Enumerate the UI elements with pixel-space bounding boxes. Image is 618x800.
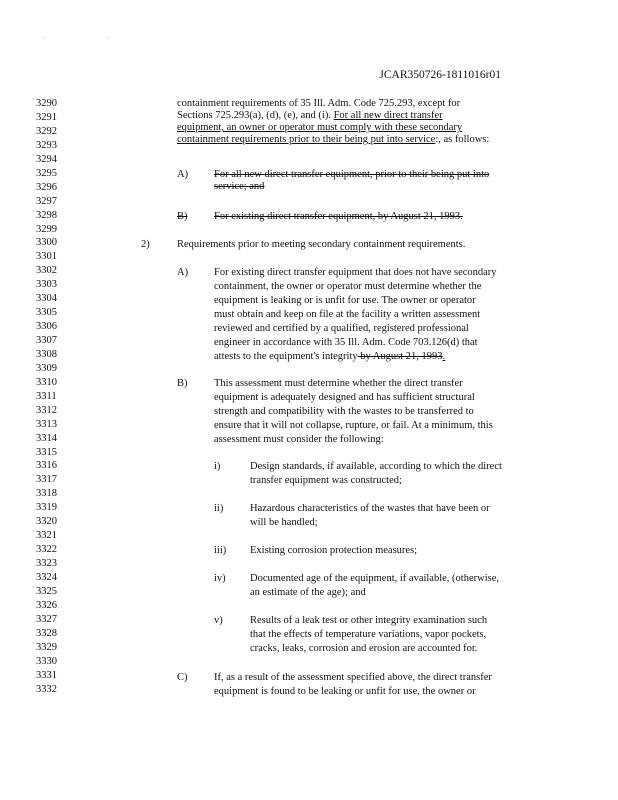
- line-number: 3306: [36, 321, 57, 332]
- line-number: 3299: [36, 223, 57, 235]
- line-number: 3307: [36, 335, 57, 346]
- section-2a-last-text: attests to the equipment's integrity: [214, 351, 358, 362]
- line-number: 3303: [36, 279, 57, 291]
- section-2b-line: ensure that it will not collapse, rupture, or fail. At a minimum, this: [214, 420, 493, 431]
- item-b-line-1: For existing direct transfer equipment, by August 21, 1993.: [214, 211, 463, 222]
- line-number: 3320: [36, 516, 57, 528]
- section-2a-line: equipment is leaking or is unfit for use. The owner or operator: [214, 295, 476, 306]
- section-2a-last-line: [214, 351, 445, 363]
- line-number: 3322: [36, 544, 57, 556]
- subitem-label: ii): [214, 503, 224, 514]
- intro-line-4: [177, 134, 489, 146]
- section-2-heading: Requirements prior to meeting secondary containment requirements.: [177, 239, 466, 250]
- section-2b-label: B): [177, 378, 188, 389]
- intro-line-3: equipment, an owner or operator must comply with these secondary: [177, 122, 463, 133]
- line-number: 3327: [36, 613, 57, 625]
- line-number: 3316: [36, 460, 57, 472]
- line-number: 3317: [36, 474, 57, 486]
- line-number: 3305: [36, 307, 57, 319]
- subitem-text-line: Existing corrosion protection measures;: [250, 545, 418, 556]
- line-number: 3291: [36, 111, 57, 123]
- line-number: 3321: [36, 530, 57, 542]
- section-2a-line: reviewed and certified by a qualified, registered professional: [214, 323, 469, 334]
- line-number: 3314: [36, 432, 57, 444]
- document-id: JCAR350726-1811016r01: [379, 69, 501, 81]
- line-number: 3323: [36, 558, 57, 569]
- subitem-label: iii): [214, 545, 227, 556]
- subitem-label: iv): [214, 573, 226, 584]
- line-number: 3301: [36, 251, 57, 263]
- subitem-label: v): [214, 615, 223, 626]
- section-2-label: 2): [141, 239, 150, 250]
- section-2c-label: C): [177, 672, 188, 683]
- item-a-line-2: service; and: [214, 181, 265, 192]
- line-number: 3294: [36, 153, 57, 165]
- section-2b-line: This assessment must determine whether the direct transfer: [214, 378, 463, 389]
- line-number: 3330: [36, 655, 57, 667]
- section-2b-line: equipment is adequately designed and has sufficient structural: [214, 392, 475, 403]
- line-number: 3324: [36, 572, 57, 583]
- intro-line-2-text: Sections 725.293(a), (d), (e), and (i).: [177, 110, 331, 121]
- intro-line-4-inserted: containment requirements prior to their being put into service: [177, 134, 436, 145]
- line-number: 3319: [36, 502, 57, 514]
- line-number: 3329: [36, 641, 57, 653]
- line-number: 3302: [36, 265, 57, 277]
- subitem-text-line: Results of a leak test or other integrity examination such: [250, 615, 488, 626]
- line-number: 3290: [36, 98, 57, 109]
- subitem-text-line: Hazardous characteristics of the wastes that have been or: [250, 503, 490, 514]
- line-number: 3318: [36, 488, 57, 500]
- section-2a-label: A): [177, 267, 189, 278]
- line-number: 3298: [36, 209, 57, 221]
- line-number: 3293: [36, 139, 57, 151]
- item-b-label: B): [177, 211, 188, 222]
- line-number: 3315: [36, 446, 57, 458]
- subitem-text-line: that the effects of temperature variations, vapor pockets,: [250, 629, 487, 640]
- intro-line-4-text: :, as follows:: [435, 134, 490, 145]
- line-number: 3308: [36, 348, 57, 360]
- subitem-text-line: Documented age of the equipment, if available, (otherwise,: [250, 573, 499, 584]
- line-number: 3304: [36, 293, 57, 305]
- line-number: 3331: [36, 669, 57, 681]
- line-number: 3313: [36, 418, 57, 430]
- item-a-label: A): [177, 169, 189, 180]
- section-2a-line: must obtain and keep on file at the facility a written assessment: [214, 309, 481, 320]
- subitem-text-line: an estimate of the age); and: [250, 587, 366, 598]
- subitem-text-line: will be handled;: [250, 517, 318, 528]
- subitem-text-line: cracks, leaks, corrosion and erosion are accounted for.: [250, 643, 478, 654]
- intro-line-1: containment requirements of 35 Ill. Adm. Code 725.293, except for: [177, 98, 461, 109]
- subitem-text-line: transfer equipment was constructed;: [250, 475, 402, 486]
- subitem-label: i): [214, 461, 221, 472]
- scan-marks: , ,: [44, 34, 139, 40]
- intro-line-2: [177, 110, 443, 122]
- line-number: 3311: [36, 390, 57, 402]
- line-number: 3300: [36, 237, 57, 249]
- line-number: 3296: [36, 181, 57, 193]
- section-2c-line: If, as a result of the assessment specified above, the direct transfer: [214, 672, 492, 683]
- subitem-text-line: Design standards, if available, according to which the direct: [250, 461, 502, 472]
- line-number: 3312: [36, 404, 57, 416]
- line-number: 3310: [36, 376, 57, 388]
- section-2b-line: assessment must consider the following:: [214, 434, 384, 445]
- section-2c-line: equipment is found to be leaking or unfit for use, the owner or: [214, 686, 476, 697]
- line-number: 3332: [36, 683, 57, 695]
- line-number: 3326: [36, 599, 57, 611]
- item-a-line-1: For all new direct transfer equipment, prior to their being put into: [214, 169, 490, 180]
- section-2b-line: strength and compatibility with the wastes to be transferred to: [214, 406, 474, 417]
- section-2a-line: engineer in accordance with 35 Ill. Adm. Code 703.126(d) that: [214, 337, 478, 348]
- line-number: 3292: [36, 125, 57, 137]
- line-number: 3328: [36, 627, 57, 639]
- line-number: 3295: [36, 167, 57, 179]
- intro-line-2-inserted: For all new direct transfer: [333, 110, 443, 121]
- section-2a-deleted-date: by August 21, 1993: [357, 351, 443, 362]
- line-number: 3325: [36, 585, 57, 597]
- section-2a-period: .: [442, 351, 446, 362]
- line-number: 3297: [36, 195, 57, 207]
- line-number: 3309: [36, 362, 57, 374]
- section-2a-line: containment, the owner or operator must determine whether the: [214, 281, 482, 292]
- section-2a-line: For existing direct transfer equipment that does not have secondary: [214, 267, 497, 278]
